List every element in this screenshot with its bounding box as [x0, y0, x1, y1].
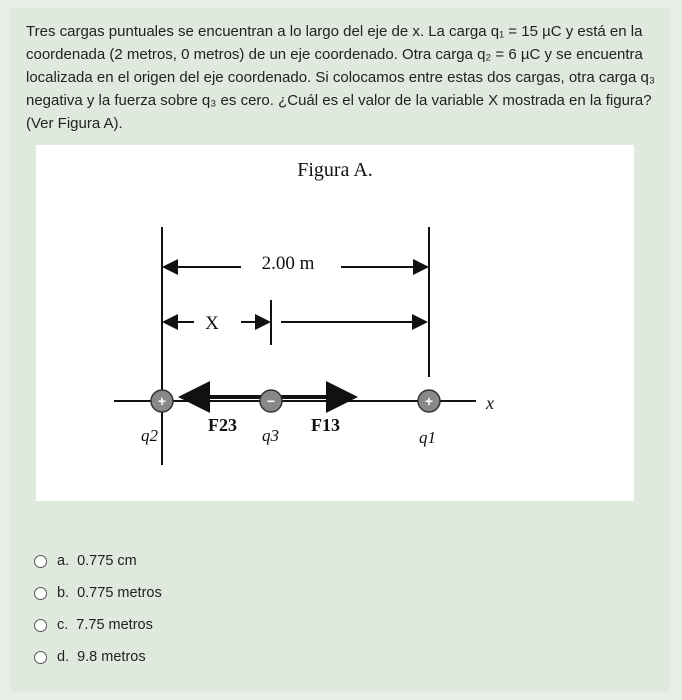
x-axis-label: x	[486, 393, 494, 413]
option-a-text: 0.775 cm	[77, 553, 137, 569]
charge-q2	[151, 390, 173, 412]
q1-sign: +	[424, 393, 434, 409]
option-a-letter: a.	[57, 553, 70, 569]
option-b[interactable]	[34, 577, 162, 609]
option-d[interactable]	[34, 641, 162, 673]
radio-a[interactable]	[34, 555, 47, 568]
figure-a	[36, 145, 634, 501]
figure-title: Figura A.	[297, 159, 373, 181]
question-text: Tres cargas puntuales se encuentran a lo largo del eje de x. La carga q₁ = 15 µC y está en la coordenada (2 metros, 0 metros) de un eje coordenado. Otra carga q₂ = 6 µC y se encuentra localizada en el origen del eje coordenado. Si colocamos entre estas dos cargas, otra carga q₃ negativa y la fuerza sobre q₃ es cero. ¿Cuál es el valor de la variable X mostrada en la figura? (Ver Figura A).	[26, 23, 655, 132]
figure-diagram	[36, 145, 634, 501]
charge-q3	[260, 390, 282, 412]
distance-label: 2.00 m	[261, 253, 315, 274]
option-d-text: 9.8 metros	[77, 649, 146, 665]
q3-sign: −	[266, 393, 276, 409]
option-c-letter: c.	[57, 617, 69, 633]
f23-label: F23	[208, 415, 237, 435]
option-b-letter: b.	[57, 585, 70, 601]
radio-d[interactable]	[34, 651, 47, 664]
q2-sign: +	[157, 393, 167, 409]
radio-c[interactable]	[34, 619, 47, 632]
q3-label: q3	[262, 426, 279, 445]
answer-options	[34, 545, 162, 673]
option-c[interactable]	[34, 609, 162, 641]
option-a[interactable]	[34, 545, 162, 577]
radio-b[interactable]	[34, 587, 47, 600]
q1-label: q1	[419, 428, 436, 447]
x-label: X	[205, 313, 219, 334]
option-d-letter: d.	[57, 649, 70, 665]
f13-label: F13	[311, 415, 340, 435]
charge-q1	[418, 390, 440, 412]
q2-label: q2	[141, 426, 158, 445]
option-c-text: 7.75 metros	[76, 617, 153, 633]
option-b-text: 0.775 metros	[77, 585, 162, 601]
